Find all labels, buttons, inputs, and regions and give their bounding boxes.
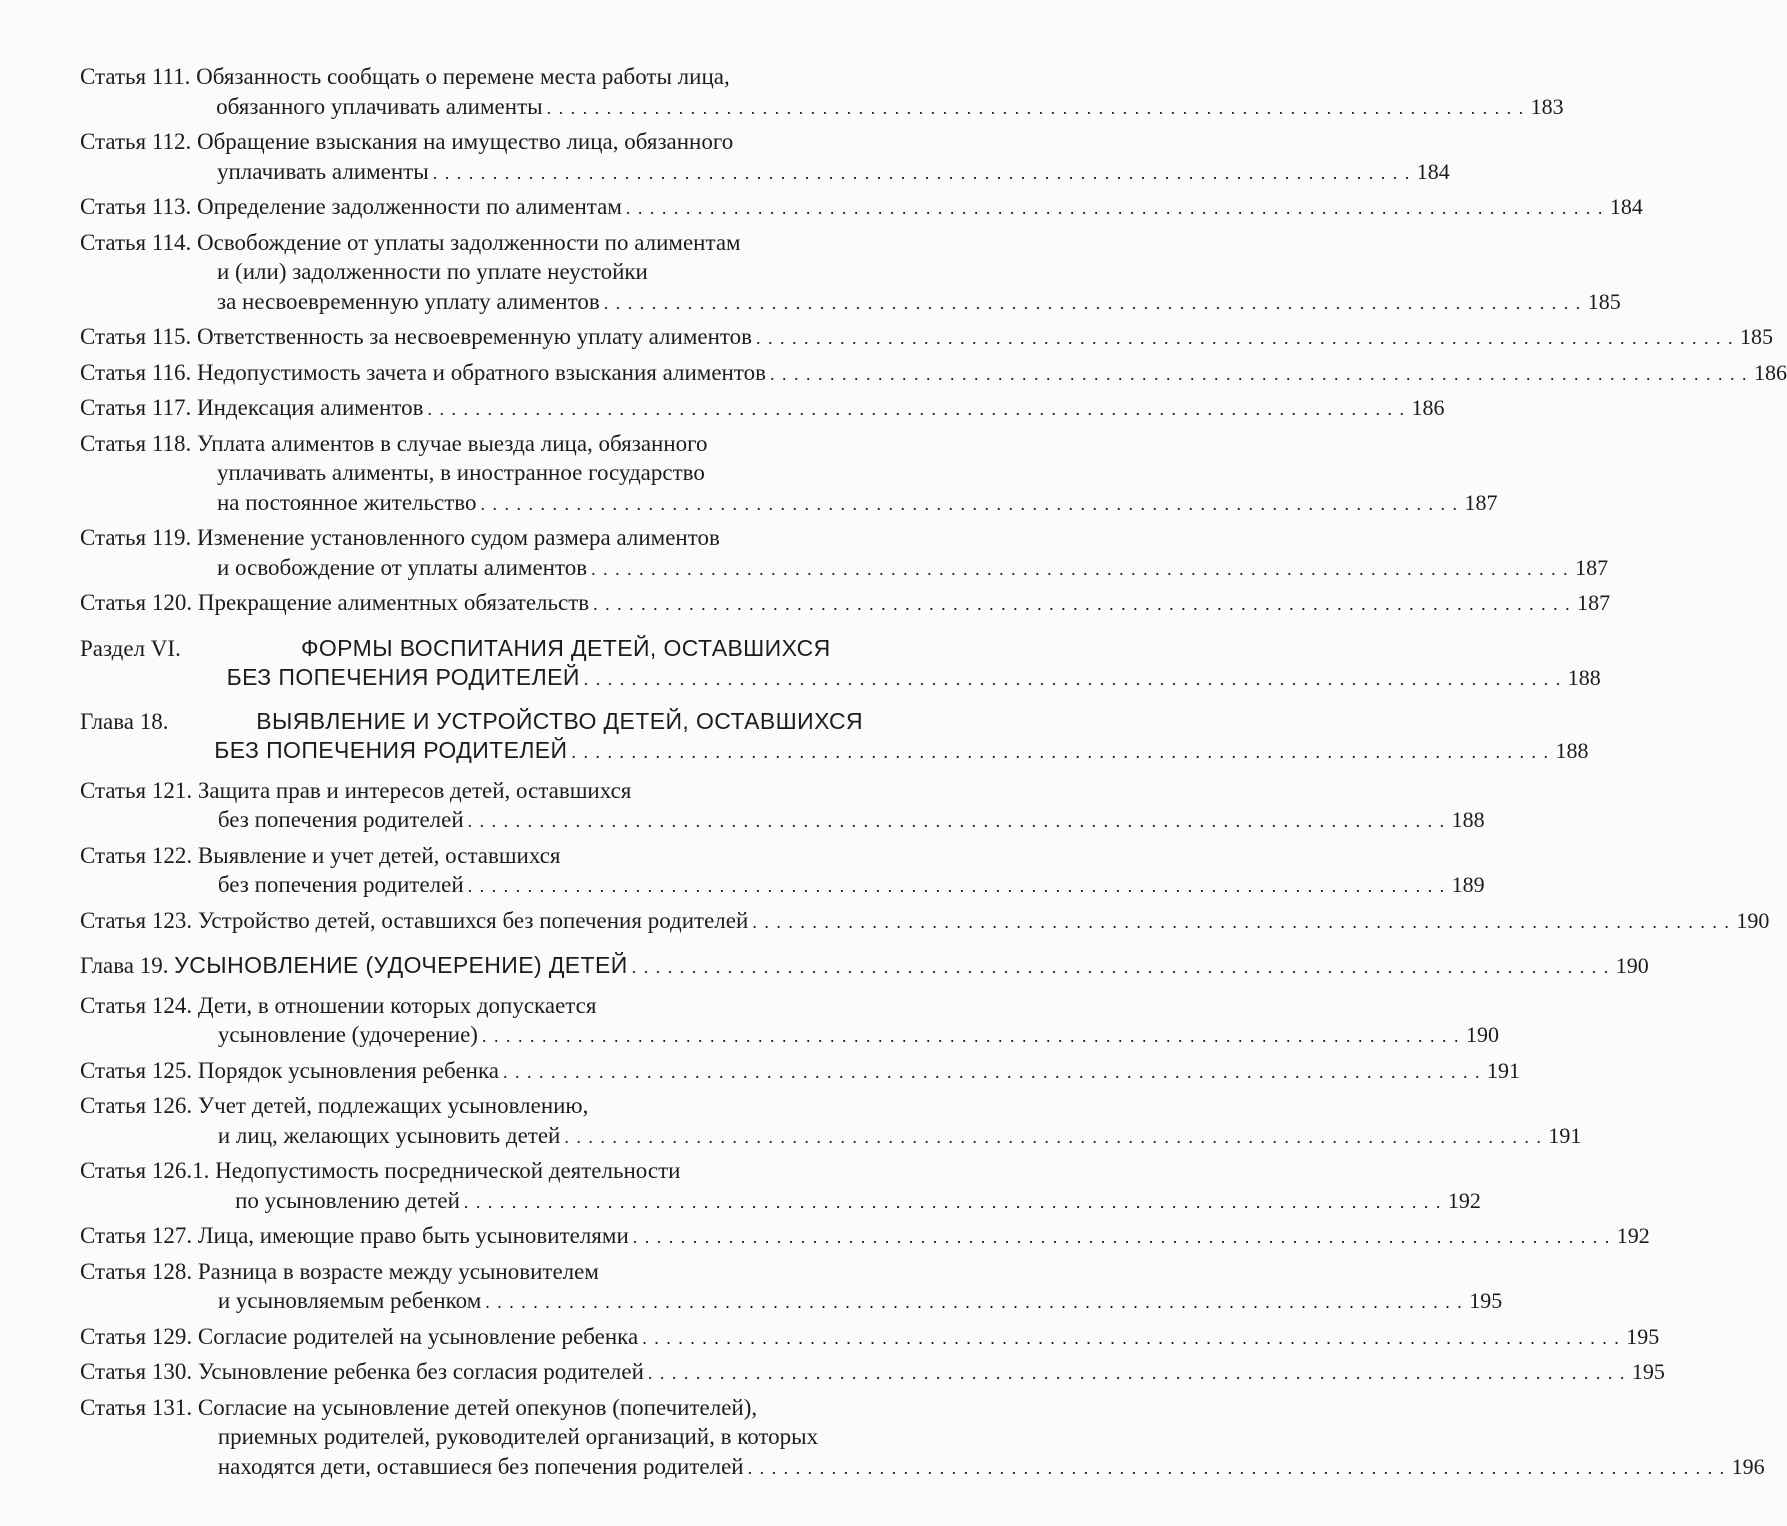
- page-number: 192: [1447, 1187, 1481, 1213]
- toc-entry-article: [80, 1056, 1520, 1086]
- toc-entry-article: [80, 127, 1450, 186]
- toc-entry-article: [80, 1221, 1650, 1251]
- toc-entry-label: Статья 112.: [80, 129, 197, 154]
- toc-entry-label: Статья 126.: [80, 1093, 198, 1118]
- toc-entry-label: Статья 127.: [80, 1223, 198, 1248]
- toc-entry-article: [80, 1393, 1765, 1482]
- toc-entry-title-line: ФОРМЫ ВОСПИТАНИЯ ДЕТЕЙ, ОСТАВШИХСЯ: [300, 634, 831, 661]
- toc-entry-title: [215, 1156, 1481, 1215]
- toc-entry-title: [197, 841, 1485, 900]
- toc-entry-label: Статья 131.: [80, 1394, 198, 1420]
- toc-entry-title: [197, 192, 1643, 222]
- page-number: 188: [1555, 738, 1589, 763]
- toc-entry-title-line: Устройство детей, оставшихся без попечения родителей: [197, 907, 749, 933]
- toc-entry-article: [80, 1357, 1665, 1387]
- toc-entry-title-line: Учет детей, подлежащих усыновлению,: [197, 1093, 589, 1118]
- toc-entry-title-line: Разница в возрасте между усыновителем: [197, 1258, 599, 1284]
- toc-entry-article: [80, 429, 1498, 518]
- toc-entry-label: Статья 122.: [80, 842, 198, 868]
- toc-entry-section: [80, 634, 1601, 693]
- toc-entry-title-line: Выявление и учет детей, оставшихся: [197, 842, 561, 868]
- toc-entry-title: [197, 1393, 1765, 1482]
- page-number: 187: [1464, 489, 1498, 515]
- page-number: 191: [1548, 1122, 1582, 1148]
- toc-entry-label: Статья 113.: [80, 194, 197, 219]
- toc-entry-title-line: БЕЗ ПОПЕЧЕНИЯ РОДИТЕЛЕЙ: [214, 737, 568, 763]
- toc-entry-article: [80, 906, 1770, 936]
- dot-leader: . . . . . . . . . . . . . . . . . . . . . . . . . . . . . . . . . . . . . . . . . . . . . . . . . . . . . . . . . . . . . . . . . . . . . . . . . . . . . . . . . .: [481, 1026, 1460, 1046]
- toc-entry-article: [80, 393, 1445, 423]
- toc-entry-label: Статья 126.1.: [80, 1158, 216, 1183]
- toc-entry-article: [80, 1322, 1660, 1352]
- toc-entry-title: [197, 358, 1787, 388]
- toc-entry-title: [197, 776, 1485, 835]
- toc-entry-article: [80, 588, 1611, 618]
- dot-leader: . . . . . . . . . . . . . . . . . . . . . . . . . . . . . . . . . . . . . . . . . . . . . . . . . . . . . . . . . . . . . . . . . . . . . . . . . . . . . . . . . .: [583, 669, 1562, 689]
- dot-leader: . . . . . . . . . . . . . . . . . . . . . . . . . . . . . . . . . . . . . . . . . . . . . . . . . . . . . . . . . . . . . . . . . . . . . . . . . . . . . . . . . .: [631, 957, 1610, 977]
- dot-leader: . . . . . . . . . . . . . . . . . . . . . . . . . . . . . . . . . . . . . . . . . . . . . . . . . . . . . . . . . . . . . . . . . . . . . . . . . . . . . . . . . .: [467, 876, 1446, 896]
- page-number: 187: [1577, 590, 1611, 615]
- toc-entry-title-line: Прекращение алиментных обязательств: [197, 590, 590, 615]
- page-number: 195: [1626, 1323, 1660, 1349]
- page-number: 196: [1731, 1453, 1765, 1479]
- page-number: 186: [1411, 395, 1445, 420]
- toc-entry-article: [80, 841, 1485, 900]
- page-number: 184: [1609, 194, 1643, 219]
- toc-entry-title: [197, 523, 1609, 582]
- toc-entry-title-line: Согласие родителей на усыновление ребенка: [197, 1323, 639, 1349]
- toc-entry-title-line: находятся дети, оставшиеся без попечения родителей: [217, 1453, 744, 1479]
- toc-entry-title: [197, 588, 1611, 618]
- toc-entry-title-line: Обращение взыскания на имущество лица, обязанного: [197, 129, 734, 154]
- page-number: 186: [1753, 359, 1787, 385]
- dot-leader: . . . . . . . . . . . . . . . . . . . . . . . . . . . . . . . . . . . . . . . . . . . . . . . . . . . . . . . . . . . . . . . . . . . . . . . . . . . . . . . . . .: [432, 162, 1411, 183]
- toc-entry-title-line: Согласие на усыновление детей опекунов (попечителей),: [197, 1394, 758, 1420]
- toc-entry-label: Раздел VI.: [80, 635, 187, 661]
- page-number: 190: [1736, 907, 1770, 933]
- toc-entry-article: [80, 523, 1609, 582]
- toc-entry-title: [197, 127, 1450, 186]
- dot-leader: . . . . . . . . . . . . . . . . . . . . . . . . . . . . . . . . . . . . . . . . . . . . . . . . . . . . . . . . . . . . . . . . . . . . . . . . . . . . . . . . . .: [756, 328, 1734, 348]
- dot-leader: . . . . . . . . . . . . . . . . . . . . . . . . . . . . . . . . . . . . . . . . . . . . . . . . . . . . . . . . . . . . . . . . . . . . . . . . . . . . . . . . . .: [632, 1227, 1611, 1247]
- toc-entry-title: [197, 1257, 1503, 1316]
- toc-entry-title-line: уплачивать алименты: [217, 158, 429, 184]
- page-number: 195: [1469, 1288, 1503, 1313]
- toc-entry-title: [197, 322, 1773, 352]
- toc-entry-title-line: на постоянное жительство: [217, 489, 477, 515]
- toc-entry-title-line: уплачивать алименты, в иностранное государство: [217, 460, 705, 485]
- toc-entry-chapter: [80, 951, 1649, 981]
- dot-leader: . . . . . . . . . . . . . . . . . . . . . . . . . . . . . . . . . . . . . . . . . . . . . . . . . . . . . . . . . . . . . . . . . . . . . . . . . . . . . . . . . .: [503, 1061, 1481, 1082]
- toc-entry-title-line: Недопустимость посреднической деятельности: [215, 1158, 681, 1183]
- toc-entry-title-line: Обязанность сообщать о перемене места работы лица,: [196, 64, 730, 89]
- toc-entry-title-line: ВЫЯВЛЕНИЕ И УСТРОЙСТВО ДЕТЕЙ, ОСТАВШИХСЯ: [256, 707, 864, 734]
- dot-leader: . . . . . . . . . . . . . . . . . . . . . . . . . . . . . . . . . . . . . . . . . . . . . . . . . . . . . . . . . . . . . . . . . . . . . . . . . . . . . . . . . .: [603, 292, 1582, 313]
- toc-entry-title: [197, 991, 1499, 1050]
- dot-leader: . . . . . . . . . . . . . . . . . . . . . . . . . . . . . . . . . . . . . . . . . . . . . . . . . . . . . . . . . . . . . . . . . . . . . . . . . . . . . . . . . .: [752, 911, 1731, 932]
- toc-entry-label: Статья 128.: [80, 1258, 198, 1284]
- dot-leader: . . . . . . . . . . . . . . . . . . . . . . . . . . . . . . . . . . . . . . . . . . . . . . . . . . . . . . . . . . . . . . . . . . . . . . . . . . . . . . . . . .: [546, 97, 1525, 118]
- toc-entry-label: Статья 125.: [80, 1057, 198, 1083]
- toc-entry-title-line: без попечения родителей: [217, 872, 464, 897]
- table-of-contents: [80, 62, 1787, 1487]
- toc-entry-article: [80, 192, 1643, 222]
- toc-entry-title-line: без попечения родителей: [217, 807, 464, 832]
- dot-leader: . . . . . . . . . . . . . . . . . . . . . . . . . . . . . . . . . . . . . . . . . . . . . . . . . . . . . . . . . . . . . . . . . . . . . . . . . . . . . . . . . .: [564, 1126, 1543, 1147]
- toc-entry-label: Статья 121.: [80, 777, 198, 803]
- toc-entry-title: [197, 1357, 1665, 1387]
- toc-entry-label: Статья 129.: [80, 1323, 198, 1349]
- toc-entry-title-line: БЕЗ ПОПЕЧЕНИЯ РОДИТЕЛЕЙ: [226, 664, 580, 690]
- dot-leader: . . . . . . . . . . . . . . . . . . . . . . . . . . . . . . . . . . . . . . . . . . . . . . . . . . . . . . . . . . . . . . . . . . . . . . . . . . . . . . . . . .: [485, 1292, 1464, 1312]
- toc-entry-article: [80, 776, 1485, 835]
- toc-entry-title: [197, 1221, 1650, 1251]
- dot-leader: . . . . . . . . . . . . . . . . . . . . . . . . . . . . . . . . . . . . . . . . . . . . . . . . . . . . . . . . . . . . . . . . . . . . . . . . . . . . . . . . . .: [647, 1363, 1626, 1383]
- toc-entry-article: [80, 1156, 1481, 1215]
- toc-entry-title-line: и лиц, желающих усыновить детей: [217, 1122, 561, 1148]
- toc-entry-title: [197, 1056, 1520, 1086]
- toc-entry-label: Статья 119.: [80, 525, 197, 550]
- toc-entry-title-line: по усыновлению детей: [235, 1187, 460, 1213]
- toc-entry-title-line: Недопустимость зачета и обратного взыскания алиментов: [197, 359, 766, 385]
- toc-entry-title-line: Определение задолженности по алиментам: [197, 194, 622, 219]
- toc-entry-title: [174, 707, 1589, 766]
- page-number: 189: [1451, 872, 1485, 897]
- dot-leader: . . . . . . . . . . . . . . . . . . . . . . . . . . . . . . . . . . . . . . . . . . . . . . . . . . . . . . . . . . . . . . . . . . . . . . . . . . . . . . . . . .: [467, 811, 1446, 831]
- dot-leader: . . . . . . . . . . . . . . . . . . . . . . . . . . . . . . . . . . . . . . . . . . . . . . . . . . . . . . . . . . . . . . . . . . . . . . . . . . . . . . . . . .: [463, 1191, 1442, 1212]
- toc-entry-article: [80, 358, 1787, 388]
- toc-entry-title-line: усыновление (удочерение): [217, 1022, 478, 1047]
- toc-entry-title: [187, 634, 1601, 693]
- toc-entry-title-line: Уплата алиментов в случае выезда лица, обязанного: [197, 430, 708, 456]
- toc-entry-title-line: УСЫНОВЛЕНИЕ (УДОЧЕРЕНИЕ) ДЕТЕЙ: [174, 952, 628, 978]
- page-number: 191: [1487, 1057, 1520, 1083]
- toc-entry-title: [197, 393, 1445, 423]
- page-number: 183: [1530, 93, 1564, 119]
- page-number: 190: [1615, 953, 1649, 978]
- page-number: 188: [1451, 807, 1485, 832]
- toc-entry-title: [197, 906, 1770, 936]
- page-number: 190: [1465, 1022, 1499, 1047]
- toc-entry-title-line: Порядок усыновления ребенка: [197, 1057, 499, 1083]
- dot-leader: . . . . . . . . . . . . . . . . . . . . . . . . . . . . . . . . . . . . . . . . . . . . . . . . . . . . . . . . . . . . . . . . . . . . . . . . . . . . . . . . . .: [747, 1457, 1726, 1478]
- toc-entry-title-line: приемных родителей, руководителей организаций, в которых: [217, 1424, 819, 1449]
- toc-entry-article: [80, 62, 1564, 121]
- toc-entry-label: Статья 116.: [80, 359, 197, 385]
- toc-entry-article: [80, 1091, 1582, 1150]
- toc-entry-title: [197, 1091, 1582, 1150]
- toc-entry-title: [197, 1322, 1660, 1352]
- toc-entry-article: [80, 228, 1621, 317]
- toc-entry-title-line: и освобождение от уплаты алиментов: [217, 554, 588, 580]
- dot-leader: . . . . . . . . . . . . . . . . . . . . . . . . . . . . . . . . . . . . . . . . . . . . . . . . . . . . . . . . . . . . . . . . . . . . . . . . . . . . . . . . . .: [769, 363, 1748, 384]
- toc-entry-label: Статья 115.: [80, 324, 197, 349]
- toc-entry-label: Статья 114.: [80, 229, 197, 255]
- toc-entry-label: Статья 120.: [80, 590, 198, 615]
- page-number: 184: [1416, 158, 1450, 184]
- toc-entry-label: Глава 18.: [80, 708, 175, 734]
- dot-leader: . . . . . . . . . . . . . . . . . . . . . . . . . . . . . . . . . . . . . . . . . . . . . . . . . . . . . . . . . . . . . . . . . . . . . . . . . . . . . . . . . .: [625, 198, 1604, 218]
- toc-entry-title-line: Лица, имеющие право быть усыновителями: [197, 1223, 629, 1248]
- toc-entry-label: Статья 124.: [80, 992, 198, 1018]
- page-number: 187: [1575, 554, 1609, 580]
- toc-entry-title: [174, 951, 1649, 981]
- toc-entry-title-line: Изменение установленного судом размера алиментов: [197, 525, 720, 550]
- toc-entry-title-line: Ответственность за несвоевременную уплату алиментов: [197, 324, 752, 349]
- toc-entry-title-line: Усыновление ребенка без согласия родителей: [197, 1359, 644, 1384]
- dot-leader: . . . . . . . . . . . . . . . . . . . . . . . . . . . . . . . . . . . . . . . . . . . . . . . . . . . . . . . . . . . . . . . . . . . . . . . . . . . . . . . . . .: [593, 594, 1572, 614]
- toc-entry-label: Статья 130.: [80, 1359, 198, 1384]
- toc-entry-label: Статья 111.: [80, 64, 197, 89]
- toc-entry-label: Глава 19.: [80, 953, 175, 978]
- toc-entry-label: Статья 117.: [80, 395, 197, 420]
- dot-leader: . . . . . . . . . . . . . . . . . . . . . . . . . . . . . . . . . . . . . . . . . . . . . . . . . . . . . . . . . . . . . . . . . . . . . . . . . . . . . . . . . .: [571, 742, 1550, 762]
- toc-entry-title-line: за несвоевременную уплату алиментов: [217, 288, 600, 314]
- toc-entry-title: [197, 228, 1621, 317]
- toc-entry-article: [80, 322, 1773, 352]
- toc-entry-title-line: Индексация алиментов: [197, 395, 424, 420]
- page-number: 195: [1631, 1359, 1665, 1384]
- toc-entry-label: Статья 123.: [80, 907, 198, 933]
- toc-entry-title-line: обязанного уплачивать алименты: [216, 93, 543, 119]
- dot-leader: . . . . . . . . . . . . . . . . . . . . . . . . . . . . . . . . . . . . . . . . . . . . . . . . . . . . . . . . . . . . . . . . . . . . . . . . . . . . . . . . . .: [427, 399, 1406, 419]
- toc-entry-title-line: и усыновляемым ребенком: [217, 1288, 482, 1313]
- page-number: 192: [1616, 1223, 1650, 1248]
- toc-entry-article: [80, 1257, 1503, 1316]
- dot-leader: . . . . . . . . . . . . . . . . . . . . . . . . . . . . . . . . . . . . . . . . . . . . . . . . . . . . . . . . . . . . . . . . . . . . . . . . . . . . . . . . . .: [480, 493, 1459, 514]
- toc-entry-title-line: Дети, в отношении которых допускается: [197, 992, 597, 1018]
- page-number: 185: [1587, 288, 1621, 314]
- dot-leader: . . . . . . . . . . . . . . . . . . . . . . . . . . . . . . . . . . . . . . . . . . . . . . . . . . . . . . . . . . . . . . . . . . . . . . . . . . . . . . . . . .: [591, 558, 1570, 579]
- dot-leader: . . . . . . . . . . . . . . . . . . . . . . . . . . . . . . . . . . . . . . . . . . . . . . . . . . . . . . . . . . . . . . . . . . . . . . . . . . . . . . . . . .: [642, 1327, 1621, 1348]
- toc-entry-article: [80, 991, 1499, 1050]
- toc-entry-label: Статья 118.: [80, 430, 197, 456]
- toc-entry-title-line: Освобождение от уплаты задолженности по алиментам: [197, 229, 741, 255]
- toc-entry-title: [196, 62, 1564, 121]
- page-number: 188: [1567, 665, 1601, 690]
- page-number: 185: [1740, 324, 1773, 349]
- toc-entry-chapter: [80, 707, 1589, 766]
- toc-entry-title-line: Защита прав и интересов детей, оставшихся: [197, 777, 632, 803]
- toc-entry-title-line: и (или) задолженности по уплате неустойки: [217, 259, 648, 284]
- toc-entry-title: [197, 429, 1498, 518]
